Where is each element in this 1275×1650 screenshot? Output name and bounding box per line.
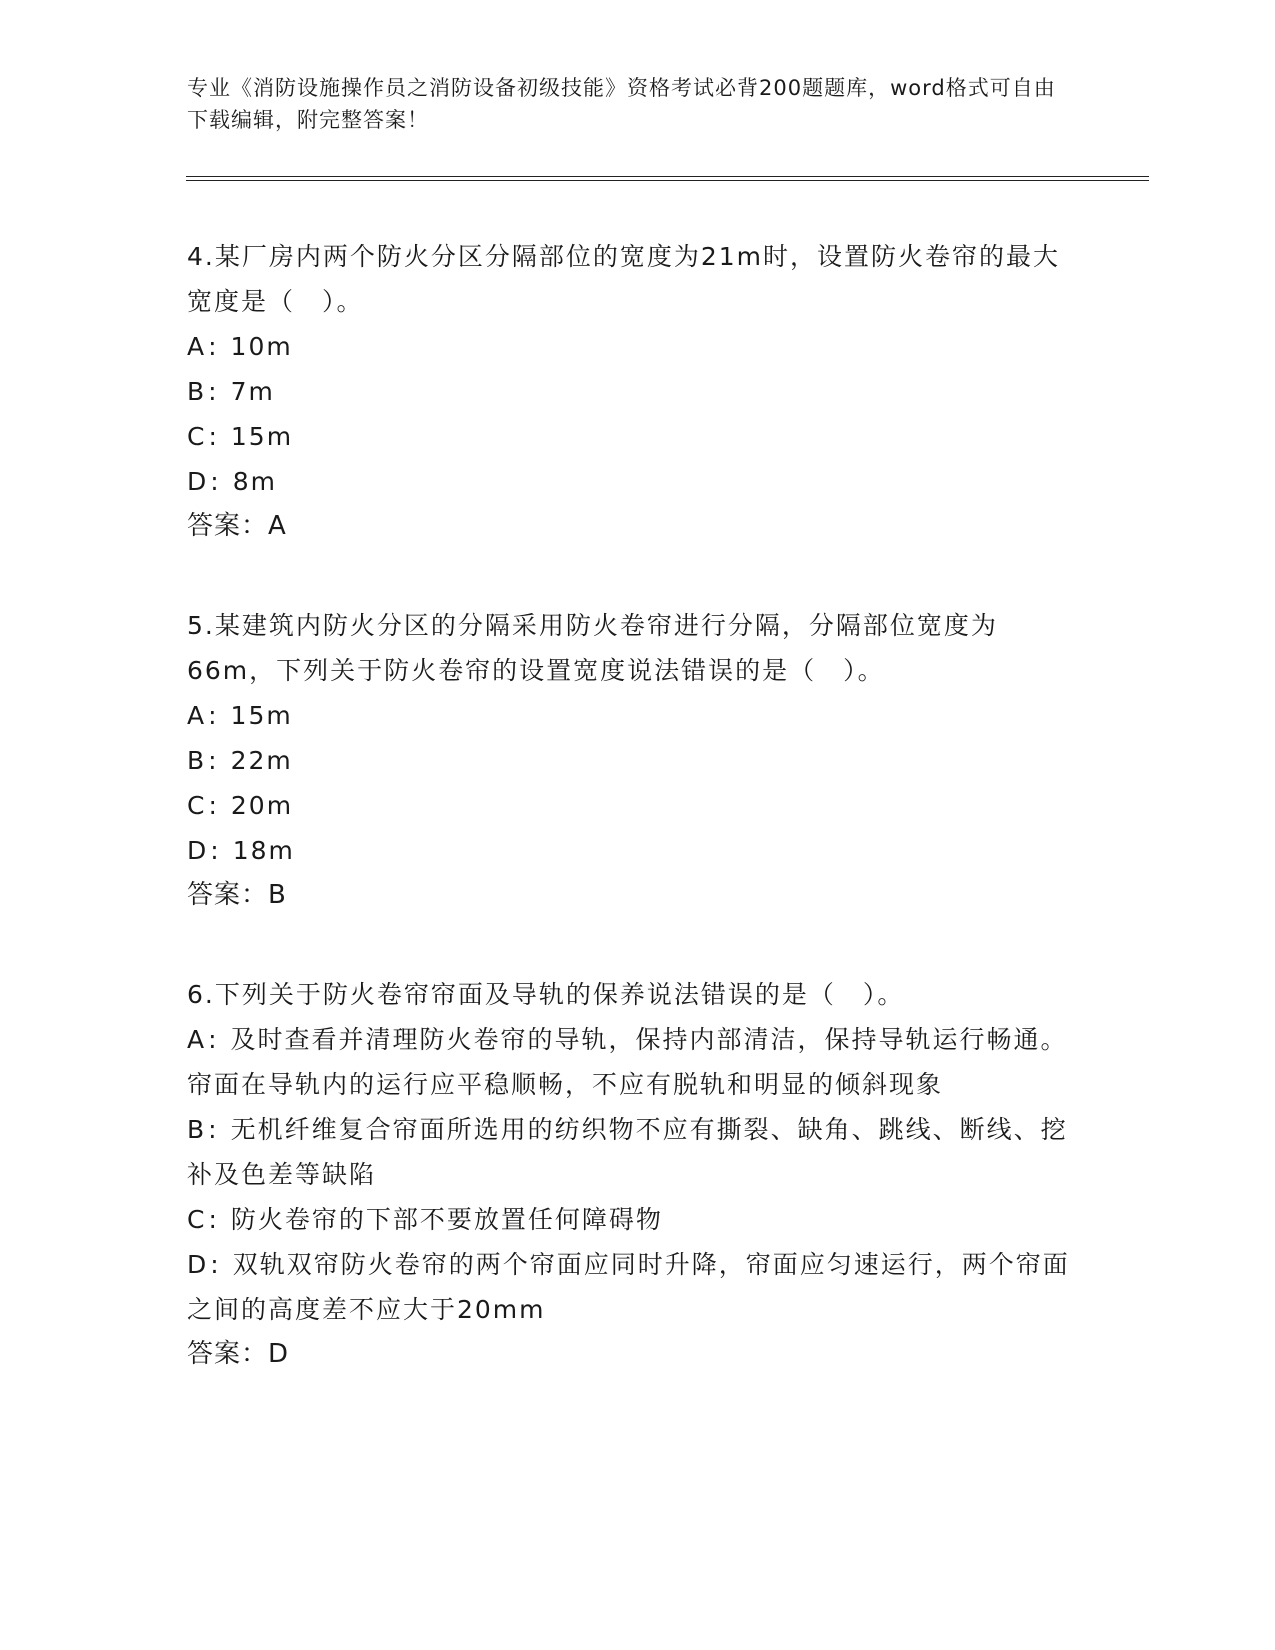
option-letter: D — [187, 467, 209, 496]
question-stem: 6.下列关于防火卷帘帘面及导轨的保养说法错误的是（ ）。 — [187, 980, 905, 1009]
option-letter: A — [187, 1025, 207, 1054]
option-separator: : — [208, 332, 219, 361]
option-separator: : — [210, 836, 221, 865]
option-separator: : — [208, 746, 219, 775]
option-separator: : — [208, 377, 219, 406]
option-text: 无机纤维复合帘面所选用的纺织物不应有撕裂、缺角、跳线、断线、挖补及色差等缺陷 — [187, 1115, 1068, 1189]
option-text: 双轨双帘防火卷帘的两个帘面应同时升降，帘面应匀速运行，两个帘面之间的高度差不应大于20mm — [187, 1250, 1070, 1324]
answer-label: 答案：A — [187, 511, 287, 541]
option-letter: C — [187, 1205, 207, 1234]
option-c — [187, 414, 1087, 459]
option-c — [187, 1197, 1087, 1242]
option-text: 8m — [232, 467, 277, 496]
option-letter: A — [187, 701, 207, 730]
document-header: 专业《消防设施操作员之消防设备初级技能》资格考试必背200题题库，word格式可自由下载编辑，附完整答案！ — [187, 76, 1056, 132]
option-a — [187, 1017, 1087, 1107]
header-double-rule — [186, 176, 1149, 181]
option-letter: D — [187, 1250, 209, 1279]
question-stem: 4.某厂房内两个防火分区分隔部位的宽度为21m时，设置防火卷帘的最大宽度是（ ）。 — [187, 242, 1061, 316]
option-d — [187, 1242, 1087, 1332]
question-5 — [187, 603, 1087, 918]
option-c — [187, 783, 1087, 828]
question-stem: 5.某建筑内防火分区的分隔采用防火卷帘进行分隔，分隔部位宽度为66m，下列关于防火卷帘的设置宽度说法错误的是（ ）。 — [187, 611, 998, 685]
option-separator: : — [208, 791, 219, 820]
option-letter: C — [187, 422, 207, 451]
option-d — [187, 828, 1087, 873]
option-letter: B — [187, 746, 207, 775]
question-4 — [187, 234, 1087, 549]
option-text: 18m — [232, 836, 295, 865]
option-a — [187, 324, 1087, 369]
option-separator: : — [208, 422, 219, 451]
answer-label: 答案：D — [187, 1339, 290, 1369]
option-text: 20m — [230, 791, 294, 820]
option-text: 10m — [230, 332, 293, 361]
option-separator: : — [208, 1025, 219, 1054]
question-6 — [187, 972, 1087, 1377]
option-b — [187, 738, 1087, 783]
option-letter: B — [187, 1115, 207, 1144]
option-separator: : — [210, 1250, 221, 1279]
answer-label: 答案：B — [187, 880, 287, 910]
option-d — [187, 459, 1087, 504]
option-separator: : — [210, 467, 221, 496]
option-b — [187, 369, 1087, 414]
question-list — [187, 234, 1087, 1431]
option-separator: : — [208, 1205, 219, 1234]
option-letter: C — [187, 791, 207, 820]
option-letter: D — [187, 836, 209, 865]
option-text: 15m — [230, 422, 294, 451]
option-text: 防火卷帘的下部不要放置任何障碍物 — [230, 1205, 663, 1234]
option-separator: : — [208, 1115, 219, 1144]
option-letter: B — [187, 377, 207, 406]
option-text: 22m — [230, 746, 293, 775]
option-text: 7m — [230, 377, 275, 406]
option-a — [187, 693, 1087, 738]
option-separator: : — [208, 701, 219, 730]
option-text: 及时查看并清理防火卷帘的导轨，保持内部清洁，保持导轨运行畅通。帘面在导轨内的运行应平稳顺畅，不应有脱轨和明显的倾斜现象 — [187, 1025, 1068, 1099]
option-letter: A — [187, 332, 207, 361]
option-text: 15m — [230, 701, 293, 730]
option-b — [187, 1107, 1087, 1197]
